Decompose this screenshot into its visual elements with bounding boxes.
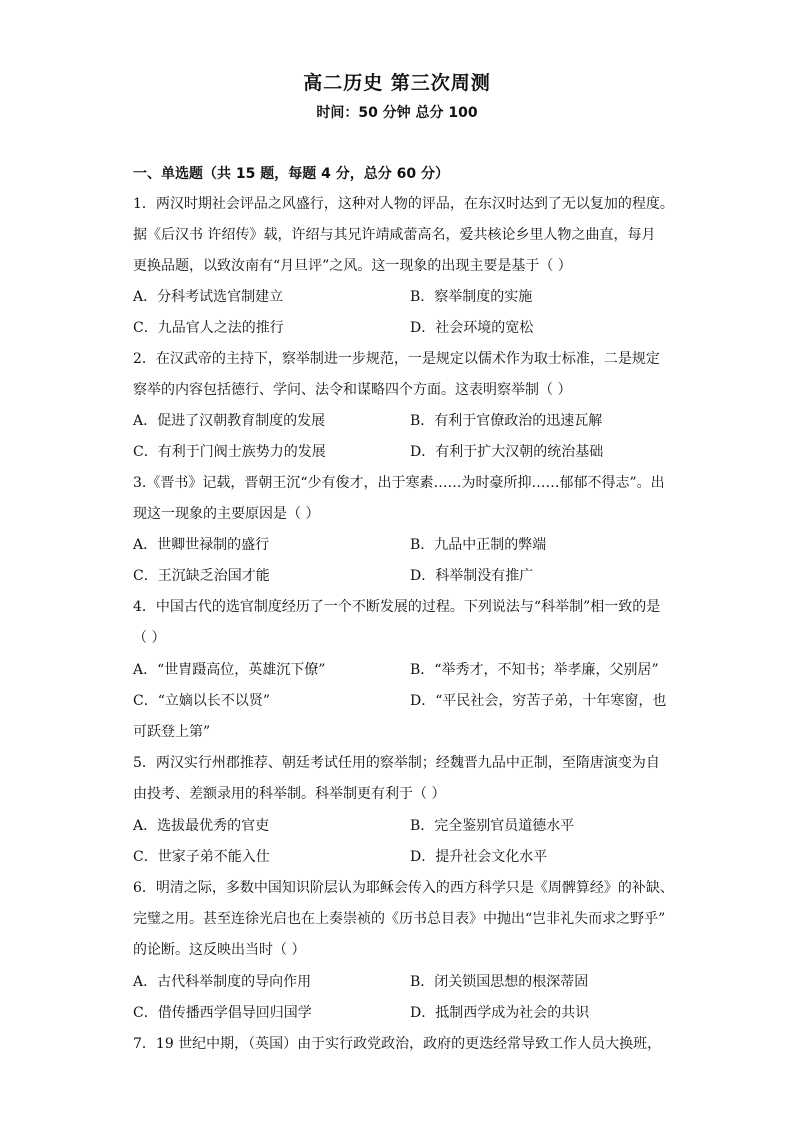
option-a: A．促进了汉朝教育制度的发展 (133, 413, 326, 429)
question-text: 2．在汉武帝的主持下，察举制进一步规范，一是规定以儒术作为取士标准，二是规定 (133, 351, 660, 367)
option-d: D．科举制没有推广 (410, 568, 534, 584)
question-text: （ ） (133, 630, 166, 646)
question-text: 5．两汉实行州郡推荐、朝廷考试任用的察举制；经魏晋九品中正制，至隋唐演变为自 (133, 755, 660, 771)
option-c: C．借传播西学倡导回归国学 (133, 1005, 312, 1021)
question-text: 现这一现象的主要原因是（ ） (133, 506, 320, 522)
question-text: 6．明清之际，多数中国知识阶层认为耶稣会传入的西方科学只是《周髀算经》的补缺、 (133, 880, 674, 896)
option-a: A．“世胄蹑高位，英雄沉下僚” (133, 662, 326, 678)
option-b: B．完全鉴别官员道德水平 (410, 818, 575, 834)
option-b: B．九品中正制的弊端 (410, 537, 547, 553)
option-c: C．王沉缺乏治国才能 (133, 568, 270, 584)
question-text: 的论断。这反映出当时（ ） (133, 942, 306, 958)
option-a: A．古代科举制度的导向作用 (133, 974, 312, 990)
option-c: C．有利于门阀士族势力的发展 (133, 444, 326, 460)
question-text: 更换品题，以致汝南有“月旦评”之风。这一现象的出现主要是基于（ ） (133, 258, 572, 274)
option-a: A．世卿世禄制的盛行 (133, 537, 270, 553)
option-d: D．有利于扩大汉朝的统治基础 (410, 444, 604, 460)
option-c: C．九品官人之法的推行 (133, 320, 284, 336)
option-d: D．“平民社会，穷苦子弟，十年寒窗，也 (410, 693, 667, 709)
page-title: 高二历史 第三次周测 (303, 72, 491, 94)
question-text: 1．两汉时期社会评品之风盛行，这种对人物的评品，在东汉时达到了无以复加的程度。 (133, 196, 674, 212)
exam-info: 时间：50 分钟 总分 100 (316, 105, 478, 121)
option-d: D．提升社会文化水平 (410, 849, 548, 865)
question-text: 察举的内容包括德行、学问、法令和谋略四个方面。这表明察举制（ ） (133, 382, 572, 398)
question-text: 3.《晋书》记载，晋朝王沉“少有俊才，出于寒素……为时豪所抑……郁郁不得志”。出 (133, 475, 665, 491)
option-a: A．选拔最优秀的官吏 (133, 818, 270, 834)
section-heading: 一、单选题（共 15 题，每题 4 分，总分 60 分） (133, 166, 449, 182)
question-text: 由投考、差额录用的科举制。科举制更有利于（ ） (133, 786, 446, 802)
option-a: A．分科考试选官制建立 (133, 289, 284, 305)
question-text: 完璧之用。甚至连徐光启也在上奏崇祯的《历书总目表》中抛出“岂非礼失而求之野乎” (133, 911, 666, 927)
question-text: 4．中国古代的选官制度经历了一个不断发展的过程。下列说法与“科举制”相一致的是 (133, 599, 661, 615)
option-d-continued: 可跃登上第” (133, 724, 211, 740)
option-c: C．“立嫡以长不以贤” (133, 693, 271, 709)
question-text: 据《后汉书 许绍传》载，许绍与其兄许靖咸蕾高名，爱共核论乡里人物之曲直，每月 (133, 227, 656, 243)
option-d: D．抵制西学成为社会的共识 (410, 1005, 590, 1021)
question-text: 7．19 世纪中期，（英国）由于实行政党政治，政府的更迭经常导致工作人员大换班， (133, 1036, 662, 1052)
option-b: B．察举制度的实施 (410, 289, 533, 305)
option-c: C．世家子弟不能入仕 (133, 849, 270, 865)
option-b: B．“举秀才，不知书；举孝廉，父别居” (410, 662, 659, 678)
option-b: B．有利于官僚政治的迅速瓦解 (410, 413, 603, 429)
option-d: D．社会环境的宽松 (410, 320, 534, 336)
option-b: B．闭关锁国思想的根深蒂固 (410, 974, 589, 990)
